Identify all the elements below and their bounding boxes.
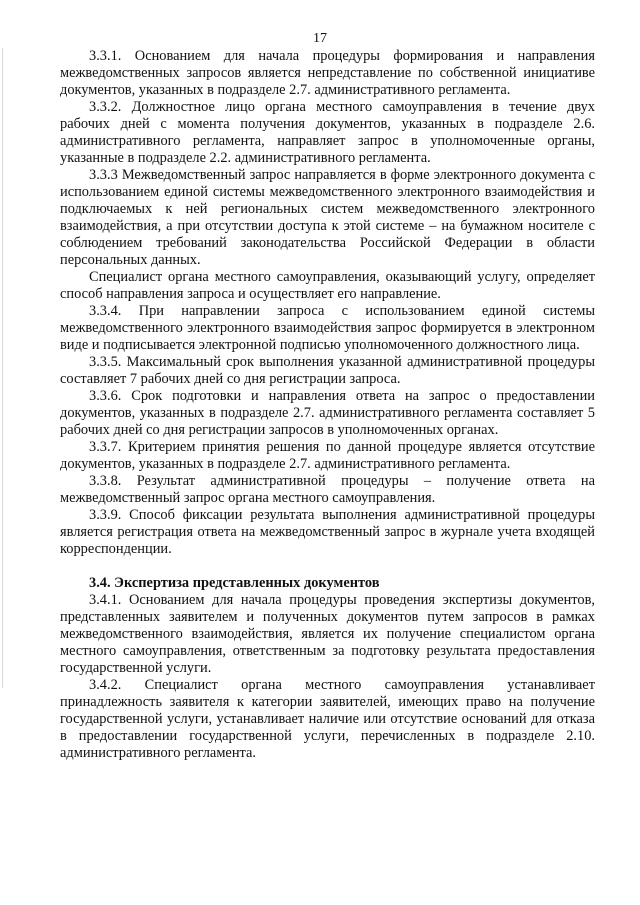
paragraph-3-3-1: 3.3.1. Основанием для начала процедуры формирования и направления межведомственных запросов является непредставление по собственной инициативе документов, указанных в подразделе 2.7. административного регламента. — [60, 48, 595, 98]
paragraph-3-4-2: 3.4.2. Специалист органа местного самоуправления устанавливает принадлежность заявителя к категории заявителей, имеющих право на получение государственной услуги, устанавливает наличие или отсутствие оснований для отказа в предоставлении государственной услуги, перечисленных в подразделе 2.10. административного регламента. — [60, 677, 595, 761]
scan-margin-line — [2, 48, 3, 688]
page-number: 17 — [313, 31, 327, 46]
paragraph-3-3-3: 3.3.3 Межведомственный запрос направляется в форме электронного документа с использованием единой системы межведомственного электронного взаимодействия и подключаемых к ней региональных систем межведомственного электронного взаимодействия, а при отсутствии доступа к этой системе – на бумажном носителе с соблюдением требований законодательства Российской Федерации в области персональных данных. — [60, 167, 595, 268]
paragraph-3-3-4: 3.3.4. При направлении запроса с использованием единой системы межведомственного электронного взаимодействия запрос формируется в электронном виде и подписывается электронной подписью уполномоченного должностного лица. — [60, 303, 595, 353]
paragraph-3-3-9: 3.3.9. Способ фиксации результата выполнения административной процедуры является регистрация ответа на межведомственный запрос в журнале учета входящей корреспонденции. — [60, 507, 595, 557]
paragraph-3-3-2: 3.3.2. Должностное лицо органа местного самоуправления в течение двух рабочих дней с момента получения документов, указанных в подразделе 2.6. административного регламента, направляет запрос в уполномоченные органы, указанные в подразделе 2.2. административного регламента. — [60, 99, 595, 166]
paragraph-3-3-5: 3.3.5. Максимальный срок выполнения указанной административной процедуры составляет 7 рабочих дней со дня регистрации запроса. — [60, 354, 595, 387]
paragraph-3-3-8: 3.3.8. Результат административной процедуры – получение ответа на межведомственный запрос органа местного самоуправления. — [60, 473, 595, 506]
paragraph-specialist: Специалист органа местного самоуправления, оказывающий услугу, определяет способ направления запроса и осуществляет его направление. — [60, 269, 595, 302]
paragraph-3-4-1: 3.4.1. Основанием для начала процедуры проведения экспертизы документов, представленных заявителем и полученных документов путем запросов в рамках межведомственного взаимодействия, является их получение специалистом органа местного самоуправления, ответственным за подготовку результата предоставления государственной услуги. — [60, 592, 595, 676]
paragraph-3-3-7: 3.3.7. Критерием принятия решения по данной процедуре является отсутствие документов, указанных в подразделе 2.7. административного регламента. — [60, 439, 595, 472]
section-heading: 3.4. Экспертиза представленных документов — [89, 575, 380, 591]
section-spacer — [60, 558, 595, 575]
paragraph-3-3-6: 3.3.6. Срок подготовки и направления ответа на запрос о предоставлении документов, указанных в подразделе 2.7. административного регламента составляет 5 рабочих дней со дня регистрации запросов в уполномоченных органах. — [60, 388, 595, 438]
document-body — [60, 48, 595, 762]
